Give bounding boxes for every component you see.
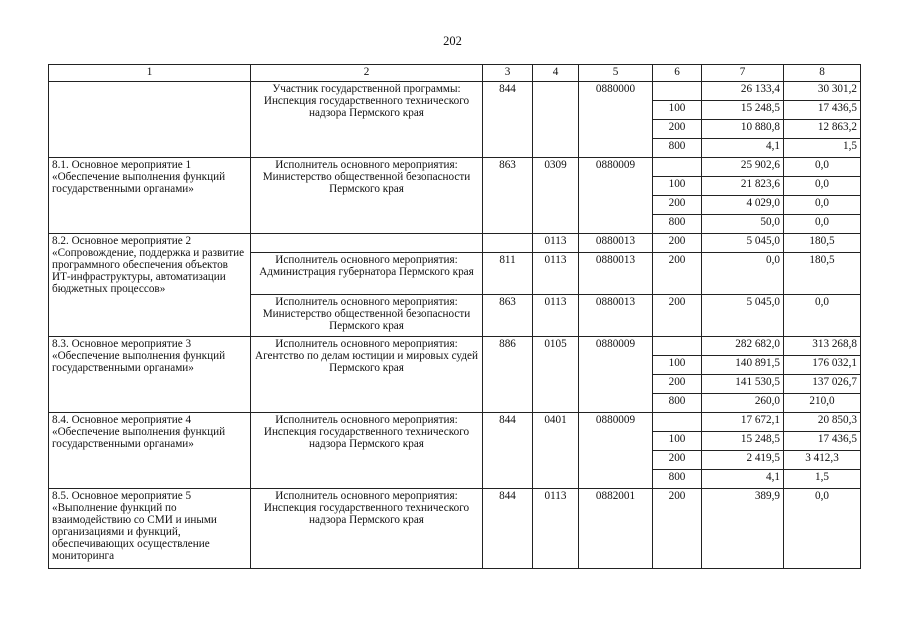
amount-cell: 313 268,8 [784, 337, 861, 356]
performer-cell: Исполнитель основного мероприятия: Министерство общественной безопасности Пермского края [251, 295, 483, 337]
measure-name-cell: 8.5. Основное мероприятие 5 «Выполнение функций по взаимодействию со СМИ и иными организациями и функций, обеспечивающих осуществление мониторинга [49, 489, 251, 569]
measure-name-cell [49, 82, 251, 158]
amount-cell: 260,0 [702, 394, 784, 413]
vr-cell: 100 [653, 432, 702, 451]
grbs-cell: 844 [483, 489, 533, 569]
amount-cell: 282 682,0 [702, 337, 784, 356]
table-row [49, 489, 861, 569]
amount-cell: 0,0 [784, 177, 861, 196]
performer-cell: Участник государственной программы: Инспекция государственного технического надзора Пермского края [251, 82, 483, 158]
amount-cell: 1,5 [784, 139, 861, 158]
amount-cell: 15 248,5 [702, 432, 784, 451]
amount-cell: 140 891,5 [702, 356, 784, 375]
col-header-8: 8 [784, 65, 861, 82]
amount-cell: 17 436,5 [784, 432, 861, 451]
amount-cell: 3 412,3 [784, 451, 861, 470]
col-header-6: 6 [653, 65, 702, 82]
amount-cell: 0,0 [784, 295, 861, 337]
vr-cell [653, 82, 702, 101]
rzpr-cell: 0401 [533, 413, 579, 489]
grbs-cell: 886 [483, 337, 533, 413]
measure-name-cell: 8.3. Основное мероприятие 3 «Обеспечение выполнения функций государственными органами» [49, 337, 251, 413]
table-row [49, 158, 861, 177]
table-row [49, 337, 861, 356]
vr-cell: 800 [653, 470, 702, 489]
amount-cell: 137 026,7 [784, 375, 861, 394]
rzpr-cell: 0113 [533, 253, 579, 295]
rzpr-cell [533, 82, 579, 158]
amount-cell: 210,0 [784, 394, 861, 413]
col-header-7: 7 [702, 65, 784, 82]
performer-cell: Исполнитель основного мероприятия: Агентство по делам юстиции и мировых судей Пермского края [251, 337, 483, 413]
grbs-cell: 811 [483, 253, 533, 295]
performer-cell: Исполнитель основного мероприятия: Администрация губернатора Пермского края [251, 253, 483, 295]
col-header-3: 3 [483, 65, 533, 82]
amount-cell: 4 029,0 [702, 196, 784, 215]
vr-cell: 200 [653, 120, 702, 139]
csr-cell: 0880009 [579, 158, 653, 234]
amount-cell: 10 880,8 [702, 120, 784, 139]
amount-cell: 4,1 [702, 470, 784, 489]
vr-cell: 200 [653, 375, 702, 394]
grbs-cell: 844 [483, 82, 533, 158]
vr-cell: 800 [653, 394, 702, 413]
csr-cell: 0880009 [579, 337, 653, 413]
amount-cell: 15 248,5 [702, 101, 784, 120]
amount-cell: 0,0 [702, 253, 784, 295]
vr-cell: 800 [653, 139, 702, 158]
vr-cell [653, 337, 702, 356]
vr-cell: 800 [653, 215, 702, 234]
amount-cell: 5 045,0 [702, 234, 784, 253]
grbs-cell: 863 [483, 295, 533, 337]
col-header-2: 2 [251, 65, 483, 82]
csr-cell: 0880013 [579, 253, 653, 295]
csr-cell: 0880009 [579, 413, 653, 489]
rzpr-cell: 0113 [533, 295, 579, 337]
amount-cell: 17 436,5 [784, 101, 861, 120]
vr-cell: 200 [653, 234, 702, 253]
rzpr-cell: 0105 [533, 337, 579, 413]
csr-cell: 0880013 [579, 295, 653, 337]
amount-cell: 180,5 [784, 253, 861, 295]
performer-cell: Исполнитель основного мероприятия: Инспекция государственного технического надзора Пермского края [251, 489, 483, 569]
amount-cell: 50,0 [702, 215, 784, 234]
amount-cell: 4,1 [702, 139, 784, 158]
page-number: 202 [443, 34, 462, 48]
csr-cell: 0880013 [579, 234, 653, 253]
amount-cell: 1,5 [784, 470, 861, 489]
csr-cell: 0880000 [579, 82, 653, 158]
csr-cell: 0882001 [579, 489, 653, 569]
amount-cell: 176 032,1 [784, 356, 861, 375]
performer-cell: Исполнитель основного мероприятия: Инспекция государственного технического надзора Пермского края [251, 413, 483, 489]
grbs-cell [483, 234, 533, 253]
table-row [49, 82, 861, 101]
budget-table [48, 64, 861, 569]
performer-cell: Исполнитель основного мероприятия: Министерство общественной безопасности Пермского края [251, 158, 483, 234]
grbs-cell: 844 [483, 413, 533, 489]
performer-cell [251, 234, 483, 253]
amount-cell: 25 902,6 [702, 158, 784, 177]
table-row [49, 234, 861, 253]
amount-cell: 389,9 [702, 489, 784, 569]
amount-cell: 0,0 [784, 215, 861, 234]
amount-cell: 5 045,0 [702, 295, 784, 337]
amount-cell: 21 823,6 [702, 177, 784, 196]
measure-name-cell: 8.1. Основное мероприятие 1 «Обеспечение выполнения функций государственными органами» [49, 158, 251, 234]
amount-cell: 30 301,2 [784, 82, 861, 101]
rzpr-cell: 0309 [533, 158, 579, 234]
vr-cell: 100 [653, 101, 702, 120]
amount-cell: 20 850,3 [784, 413, 861, 432]
grbs-cell: 863 [483, 158, 533, 234]
amount-cell: 180,5 [784, 234, 861, 253]
rzpr-cell: 0113 [533, 489, 579, 569]
amount-cell: 0,0 [784, 196, 861, 215]
header-row [49, 65, 861, 82]
col-header-5: 5 [579, 65, 653, 82]
vr-cell: 200 [653, 451, 702, 470]
vr-cell: 200 [653, 196, 702, 215]
amount-cell: 12 863,2 [784, 120, 861, 139]
amount-cell: 0,0 [784, 489, 861, 569]
vr-cell: 200 [653, 295, 702, 337]
amount-cell: 2 419,5 [702, 451, 784, 470]
amount-cell: 17 672,1 [702, 413, 784, 432]
amount-cell: 26 133,4 [702, 82, 784, 101]
vr-cell: 200 [653, 253, 702, 295]
rzpr-cell: 0113 [533, 234, 579, 253]
amount-cell: 0,0 [784, 158, 861, 177]
amount-cell: 141 530,5 [702, 375, 784, 394]
vr-cell [653, 158, 702, 177]
vr-cell: 100 [653, 356, 702, 375]
vr-cell: 100 [653, 177, 702, 196]
vr-cell [653, 413, 702, 432]
col-header-1: 1 [49, 65, 251, 82]
table-row [49, 413, 861, 432]
col-header-4: 4 [533, 65, 579, 82]
measure-name-cell: 8.2. Основное мероприятие 2 «Сопровождение, поддержка и развитие программного обеспечения объектов ИТ-инфраструктуры, автоматизации бюджетных процессов» [49, 234, 251, 337]
vr-cell: 200 [653, 489, 702, 569]
measure-name-cell: 8.4. Основное мероприятие 4 «Обеспечение выполнения функций государственными органами» [49, 413, 251, 489]
